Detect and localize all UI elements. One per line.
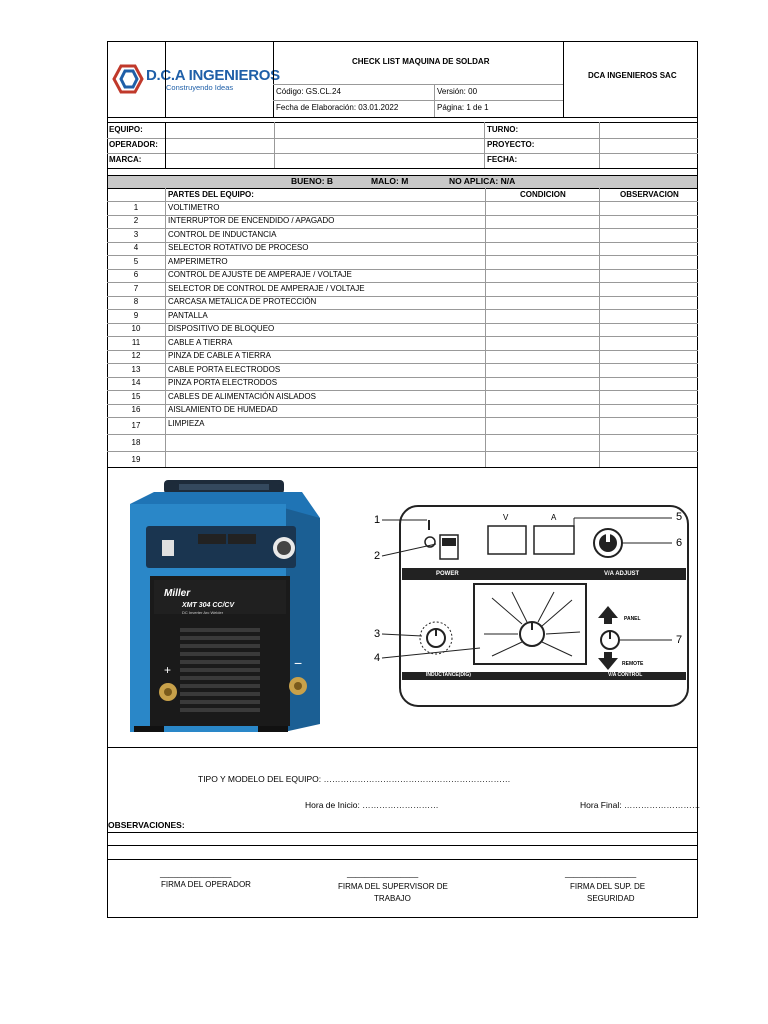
company-name: DCA INGENIEROS SAC	[588, 71, 677, 80]
condition-cell[interactable]	[486, 336, 599, 350]
item-number: 14	[131, 378, 141, 388]
safety-signature-label-1: FIRMA DEL SUP. DE	[570, 882, 646, 891]
table-row	[107, 309, 698, 323]
item-number: 4	[133, 243, 139, 253]
machine-model: XMT 304 CC/CV	[182, 602, 235, 609]
item-number: 9	[133, 310, 139, 320]
item-label: CONTROL DE INDUCTANCIA	[168, 229, 277, 239]
supervisor-signature-label-2: TRABAJO	[374, 894, 411, 903]
table-row	[107, 417, 698, 434]
equipo-label: EQUIPO:	[109, 125, 143, 134]
condition-cell[interactable]	[486, 377, 599, 391]
condition-cell[interactable]	[486, 242, 599, 256]
item-label: AISLAMIENTO DE HUMEDAD	[168, 405, 278, 415]
table-row	[107, 336, 698, 350]
table-row	[107, 377, 698, 391]
observation-cell[interactable]	[600, 336, 698, 350]
condition-cell[interactable]	[486, 434, 599, 451]
condition-cell[interactable]	[486, 215, 599, 229]
document-page: Página: 1 de 1	[437, 103, 489, 112]
operator-signature-label: FIRMA DEL OPERADOR	[161, 880, 251, 889]
inductance-label: INDUCTANCE(DIG)	[426, 672, 471, 678]
observation-cell[interactable]	[600, 363, 698, 377]
equipment-type-model: TIPO Y MODELO DEL EQUIPO: …………………………………………………………	[198, 774, 511, 784]
fecha-label: FECHA:	[487, 155, 518, 164]
item-label: LIMPIEZA	[168, 418, 205, 428]
item-number: 7	[133, 283, 139, 293]
machine-subtitle: DC Inverter Arc Welder	[182, 610, 224, 615]
column-condition: CONDICION	[520, 190, 566, 199]
item-number: 3	[133, 229, 139, 239]
item-label: PANTALLA	[168, 310, 208, 320]
safety-signature-line: ________________	[565, 869, 637, 878]
observation-cell[interactable]	[600, 309, 698, 323]
condition-cell[interactable]	[486, 269, 599, 283]
observation-cell[interactable]	[600, 404, 698, 418]
operator-signature-line: ________________	[160, 869, 232, 878]
item-number: 11	[131, 337, 141, 347]
end-time: Hora Final: ………………………	[580, 800, 701, 810]
observation-cell[interactable]	[600, 228, 698, 242]
item-number: 8	[133, 297, 139, 307]
legend-no-aplica: NO APLICA: N/A	[449, 176, 516, 186]
svg-text:−: −	[294, 655, 303, 671]
item-number: 1	[133, 202, 139, 212]
observation-cell[interactable]	[600, 390, 698, 404]
welder-machine-image	[124, 478, 322, 734]
column-parts: PARTES DEL EQUIPO:	[168, 190, 254, 199]
item-label: INTERRUPTOR DE ENCENDIDO / APAGADO	[168, 216, 335, 226]
table-row	[107, 390, 698, 404]
callout-3: 3	[374, 628, 381, 640]
condition-cell[interactable]	[486, 296, 599, 310]
safety-signature-label-2: SEGURIDAD	[587, 894, 635, 903]
column-observation: OBSERVACION	[620, 190, 679, 199]
table-row	[107, 242, 698, 256]
callout-5: 5	[676, 511, 683, 523]
condition-cell[interactable]	[486, 255, 599, 269]
item-label: CABLE PORTA ELECTRODOS	[168, 364, 281, 374]
condition-cell[interactable]	[486, 417, 599, 434]
item-number: 19	[131, 454, 141, 464]
observations-label: OBSERVACIONES:	[108, 820, 185, 830]
document-date: Fecha de Elaboración: 03.01.2022	[276, 103, 399, 112]
observation-cell[interactable]	[600, 377, 698, 391]
callout-4: 4	[374, 652, 381, 664]
panel-mode-label: PANEL	[624, 616, 641, 622]
observation-cell[interactable]	[600, 215, 698, 229]
table-row	[107, 363, 698, 377]
observation-cell[interactable]	[600, 296, 698, 310]
observation-cell[interactable]	[600, 282, 698, 296]
observation-cell[interactable]	[600, 242, 698, 256]
item-label: CABLE A TIERRA	[168, 337, 233, 347]
control-panel-diagram	[372, 500, 692, 714]
condition-cell[interactable]	[486, 363, 599, 377]
power-label: POWER	[436, 571, 459, 577]
remote-mode-label: REMOTE	[622, 661, 644, 667]
table-row	[107, 228, 698, 242]
table-row	[107, 451, 698, 468]
proyecto-label: PROYECTO:	[487, 140, 535, 149]
item-label: AMPERIMETRO	[168, 256, 228, 266]
condition-cell[interactable]	[486, 451, 599, 468]
condition-cell[interactable]	[486, 390, 599, 404]
va-adjust-label: V/A ADJUST	[604, 571, 640, 577]
item-number: 5	[133, 256, 139, 266]
document-title: CHECK LIST MAQUINA DE SOLDAR	[352, 57, 490, 66]
callout-7: 7	[676, 634, 683, 646]
condition-cell[interactable]	[486, 350, 599, 364]
table-row	[107, 350, 698, 364]
condition-cell[interactable]	[486, 323, 599, 337]
svg-text:+: +	[164, 663, 172, 677]
observation-cell[interactable]	[600, 451, 698, 468]
callout-1: 1	[374, 514, 381, 526]
legend-malo: MALO: M	[371, 176, 409, 186]
item-number: 6	[133, 270, 139, 280]
start-time: Hora de Inicio: ………………………	[305, 800, 439, 810]
item-label: VOLTIMETRO	[168, 202, 220, 212]
item-label: SELECTOR DE CONTROL DE AMPERAJE / VOLTAJE	[168, 283, 365, 293]
condition-cell[interactable]	[486, 404, 599, 418]
condition-cell[interactable]	[486, 201, 599, 215]
turno-label: TURNO:	[487, 125, 519, 134]
item-number: 17	[131, 420, 141, 430]
observation-cell[interactable]	[600, 201, 698, 215]
item-number: 10	[131, 324, 141, 334]
document-version: Versión: 00	[437, 87, 478, 96]
dca-logo-icon	[111, 64, 145, 94]
table-row	[107, 323, 698, 337]
observation-cell[interactable]	[600, 255, 698, 269]
document-code: Código: GS.CL.24	[276, 87, 341, 96]
item-label: SELECTOR ROTATIVO DE PROCESO	[168, 243, 309, 253]
legend-bueno: BUENO: B	[291, 176, 334, 186]
item-label: DISPOSITIVO DE BLOQUEO	[168, 324, 275, 334]
item-number: 18	[131, 437, 141, 447]
observation-cell[interactable]	[600, 323, 698, 337]
table-row	[107, 215, 698, 229]
observation-cell[interactable]	[600, 269, 698, 283]
callout-2: 2	[374, 550, 381, 562]
volt-window-label: V	[503, 513, 509, 522]
item-number: 15	[131, 391, 141, 401]
condition-cell[interactable]	[486, 282, 599, 296]
va-control-label: V/A CONTROL	[608, 672, 643, 678]
supervisor-signature-label-1: FIRMA DEL SUPERVISOR DE	[338, 882, 448, 891]
operador-label: OPERADOR:	[109, 140, 158, 149]
machine-brand: Miller	[164, 588, 191, 599]
item-label: CONTROL DE AJUSTE DE AMPERAJE / VOLTAJE	[168, 270, 352, 280]
table-row	[107, 296, 698, 310]
marca-label: MARCA:	[109, 155, 142, 164]
table-row	[107, 282, 698, 296]
logo-name: D.C.A INGENIEROS	[146, 67, 280, 84]
item-number: 16	[131, 405, 141, 415]
table-row	[107, 404, 698, 418]
company-logo	[111, 62, 280, 100]
condition-cell[interactable]	[486, 228, 599, 242]
observation-cell[interactable]	[600, 350, 698, 364]
table-row	[107, 434, 698, 451]
observation-cell[interactable]	[600, 417, 698, 434]
item-label: PINZA DE CABLE A TIERRA	[168, 351, 271, 361]
item-number: 12	[131, 351, 141, 361]
logo-tagline: Construyendo Ideas	[166, 83, 234, 92]
table-row	[107, 255, 698, 269]
supervisor-signature-line: ________________	[347, 869, 419, 878]
item-number: 13	[131, 364, 141, 374]
item-label: PINZA PORTA ELECTRODOS	[168, 378, 278, 388]
control-panel-drawing-icon	[372, 500, 692, 714]
observation-cell[interactable]	[600, 434, 698, 451]
item-label: CARCASA METALICA DE PROTECCIÓN	[168, 297, 317, 307]
item-label: CABLES DE ALIMENTACIÓN AISLADOS	[168, 391, 316, 401]
table-row	[107, 269, 698, 283]
item-number: 2	[133, 216, 139, 226]
amp-window-label: A	[551, 513, 557, 522]
callout-6: 6	[676, 537, 683, 549]
table-row	[107, 201, 698, 215]
condition-cell[interactable]	[486, 309, 599, 323]
